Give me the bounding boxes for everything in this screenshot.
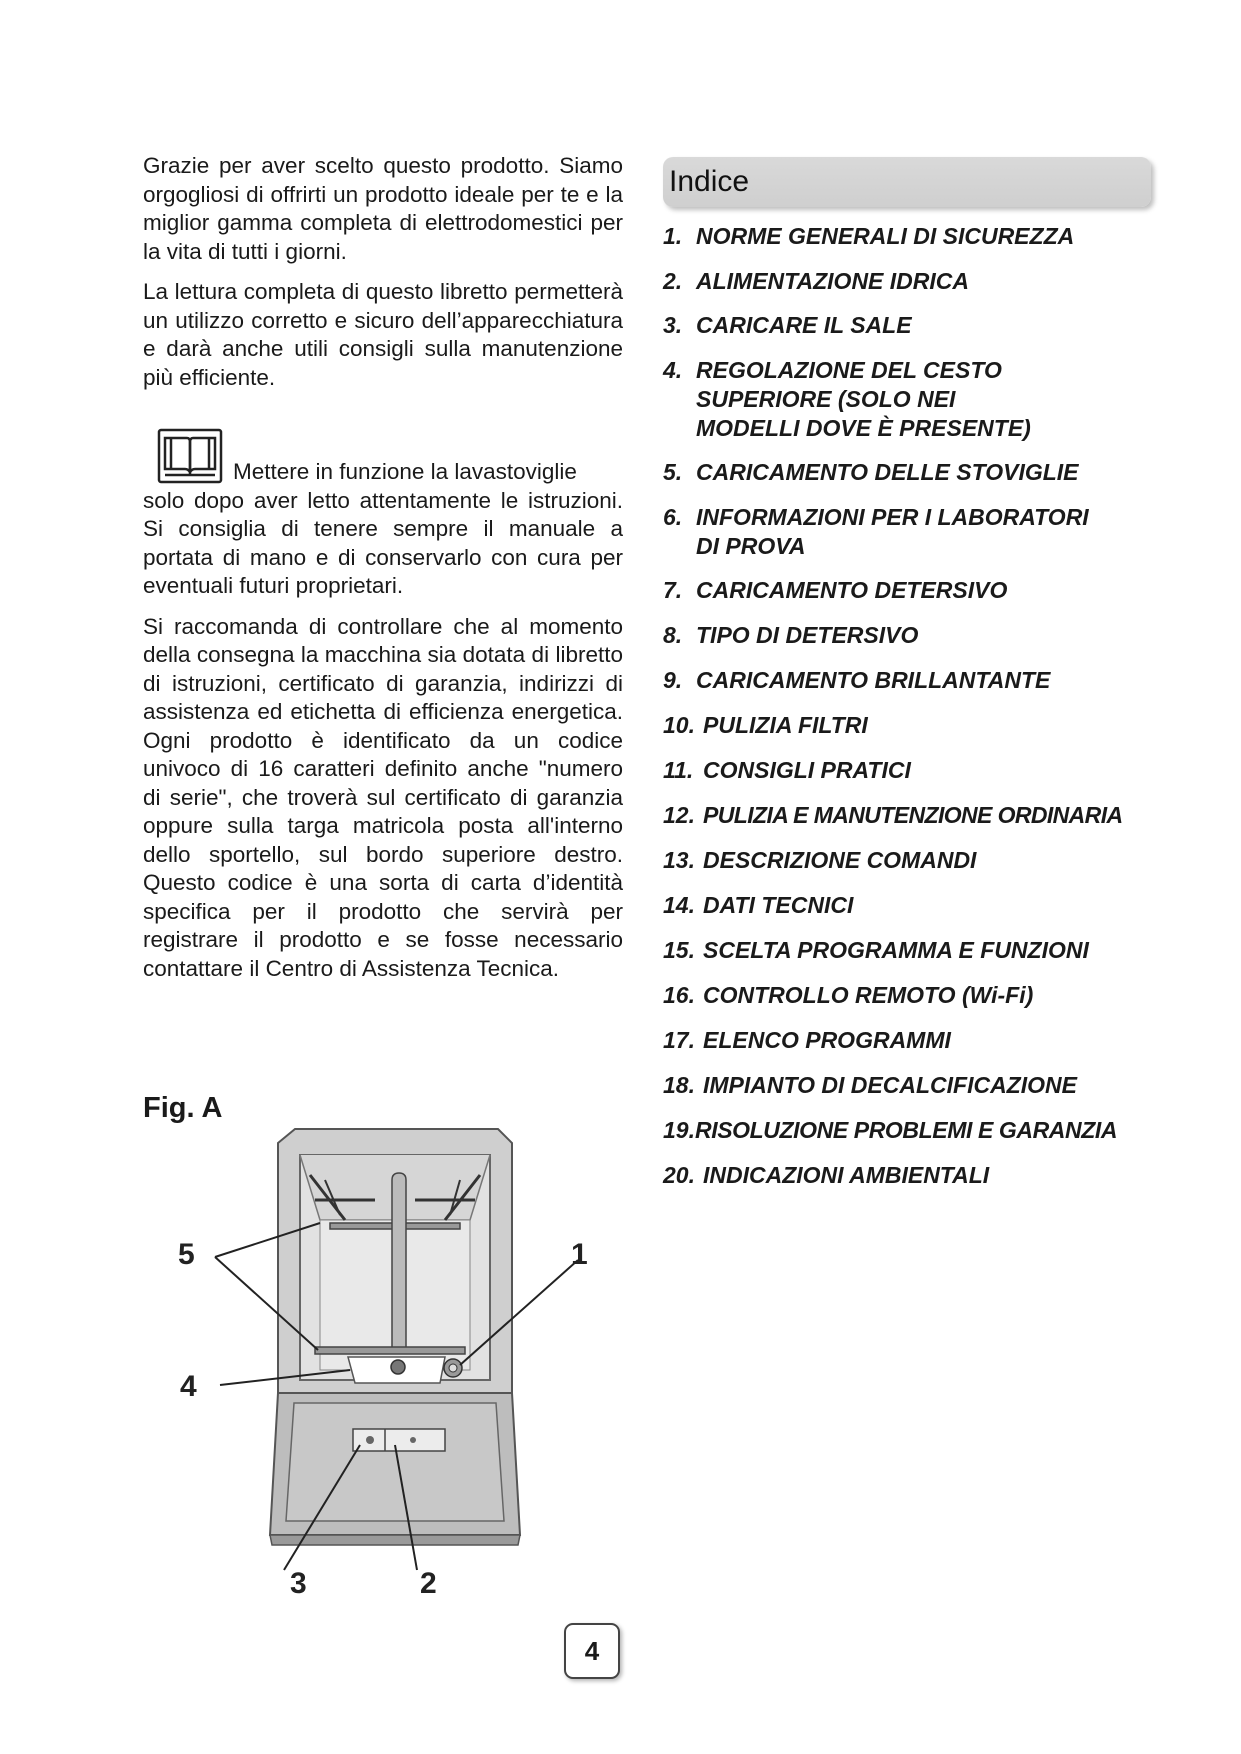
figure-title: Fig. A [143,1092,223,1124]
index-item: 18. IMPIANTO DI DECALCIFICAZIONE [663,1072,1077,1098]
index-item: 11. CONSIGLI PRATICI [663,757,911,783]
warning-paragraph: solo dopo aver letto attentamente le istruzioni. Si consiglia di tenere sempre il manuale a portata di mano e di conservarlo con cura per eventuali futuri proprietari. [143,487,623,598]
callout-3: 3 [290,1567,307,1600]
index-item: 13. DESCRIZIONE COMANDI [663,847,977,873]
warning-first-line: Mettere in funzione la lavastoviglie [233,459,577,484]
index-item: 20. INDICAZIONI AMBIENTALI [663,1162,990,1188]
index-item: 14. DATI TECNICI [663,892,854,918]
callout-2: 2 [420,1567,437,1600]
callout-1: 1 [571,1238,588,1271]
callout-5: 5 [178,1238,195,1271]
delivery-paragraph: Si raccomanda di controllare che al momento della consegna la macchina sia dotata di libretto di istruzioni, certificato di garanzia, indirizzi di assistenza ed etichetta di efficienza energetica. Ogni prodotto è identificato da un codice univoco di 16 caratteri definito anche "numero di serie", che troverà sul certificato di garanzia oppure sulla targa matricola posta all'interno dello sportello, sul bordo superiore destro. Questo codice è una sorta di carta d’identità specifica per il prodotto che servirà per registrare il prodotto e se fosse necessario contattare il Centro di Assistenza Tecnica. [143,613,623,981]
index-item: 16. CONTROLLO REMOTO (Wi-Fi) [663,982,1034,1008]
index-item: 1. NORME GENERALI DI SICUREZZA [663,223,1075,249]
dishwasher-figure [170,1125,630,1605]
index-item: 3. CARICARE IL SALE [663,312,912,338]
index-item: 10. PULIZIA FILTRI [663,712,868,738]
index-item: 19. RISOLUZIONE PROBLEMI E GARANZIA [663,1117,1118,1143]
intro-paragraph-reading: La lettura completa di questo libretto permetterà un utilizzo corretto e sicuro dell’apparecchiatura e darà anche utili consigli sulla manutenzione più efficiente. [143,279,623,390]
index-item: 9. CARICAMENTO BRILLANTANTE [663,667,1051,693]
index-header [663,157,1151,207]
page-number: 4 [564,1623,620,1679]
intro-paragraph-thanks: Grazie per aver scelto questo prodotto. Siamo orgogliosi di offrirti un prodotto ideale per te e la miglior gamma completa di elettrodomestici per la vita di tutti i giorni. [143,153,623,264]
index-item: 7. CARICAMENTO DETERSIVO [663,577,1008,603]
index-list [663,222,1183,1206]
index-item: 15. SCELTA PROGRAMMA E FUNZIONI [663,937,1089,963]
callout-4: 4 [180,1370,197,1403]
index-item: 12. PULIZIA E MANUTENZIONE ORDINARIA [663,802,1123,828]
index-item: 17. ELENCO PROGRAMMI [663,1027,951,1053]
intro-column [143,152,623,995]
index-item: 2. ALIMENTAZIONE IDRICA [663,268,970,294]
open-book-icon [157,428,223,484]
index-item: 4. REGOLAZIONE DEL CESTO SUPERIORE (SOLO NEI MODELLI DOVE È PRESENTE) [663,357,1031,441]
index-title: Indice [669,165,750,198]
index-item: 6. INFORMAZIONI PER I LABORATORI DI PROVA [663,504,1089,559]
index-item: 8. TIPO DI DETERSIVO [663,622,919,648]
warning-block [143,428,623,601]
index-item: 5. CARICAMENTO DELLE STOVIGLIE [663,459,1079,485]
dishwasher-illustration [170,1125,630,1605]
